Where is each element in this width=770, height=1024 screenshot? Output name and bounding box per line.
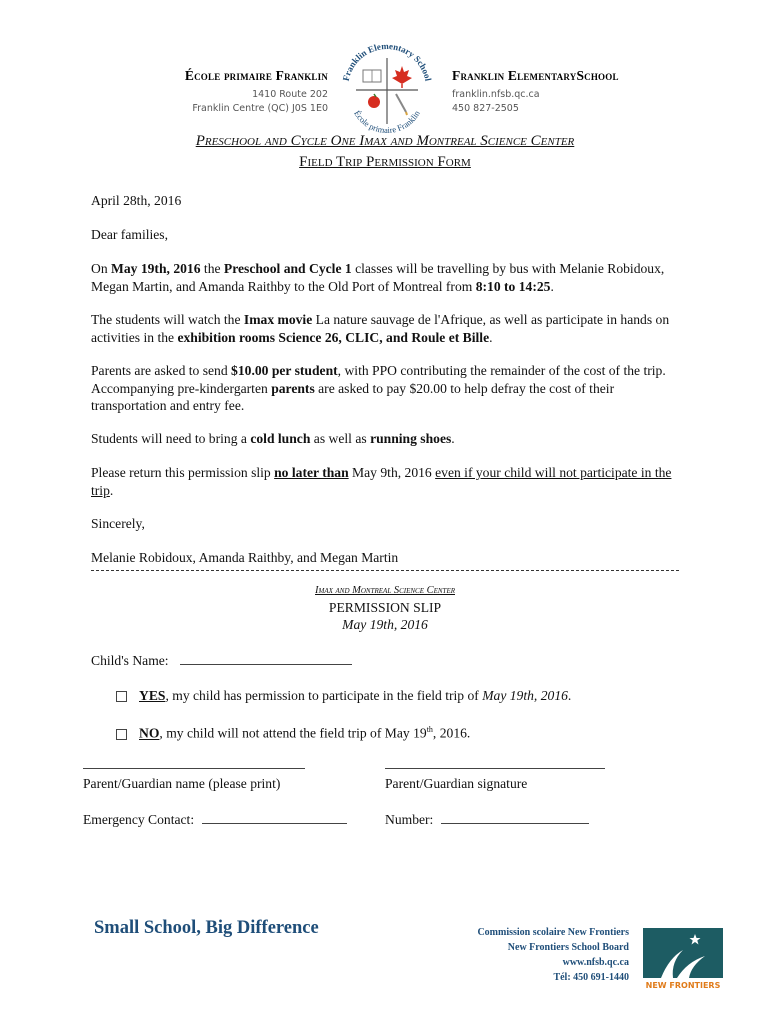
board-phone: Tél: 450 691-1440 [553, 972, 629, 983]
letter-date: April 28th, 2016 [91, 193, 182, 208]
school-header-right [452, 68, 752, 116]
deadline-emphasis: no later than [274, 465, 349, 480]
logo-top-text: Franklin Elementary School [340, 40, 434, 82]
trip-time: 8:10 to 14:25 [475, 278, 551, 294]
cold-lunch: cold lunch [250, 431, 311, 446]
paragraph-cost: Parents are asked to send $10.00 per student, with PPO contributing the remainder of the cost of the trip. Accompanying pre-kindergarten parents are asked to pay $20.00 to help defray the cost of their transportation and entry fee. [91, 363, 666, 413]
letter-greeting: Dear families, [91, 227, 168, 242]
child-name-input-line[interactable] [180, 652, 352, 665]
guardian-signature-line[interactable] [385, 768, 605, 769]
exhibition-rooms: exhibition rooms Science 26, CLIC, and Roule et Bille [177, 329, 490, 345]
letter-closing: Sincerely, [91, 516, 145, 531]
school-name-fr: École primaire Franklin [184, 68, 328, 83]
school-address-line2: Franklin Centre (QC) J0S 1E0 [192, 103, 328, 114]
yes-label: YES [139, 688, 166, 703]
participation-note: even if your child will not participate in the trip [91, 465, 672, 498]
yes-trip-date: May 19th, 2016 [482, 688, 568, 703]
cost-per-student: $10.00 per student [231, 363, 338, 378]
number-field [385, 811, 589, 828]
paragraph-supplies: Students will need to bring a cold lunch as well as running shoes. [91, 431, 455, 446]
imax-movie: Imax movie [243, 312, 313, 327]
form-title-line2: Field Trip Permission Form [299, 154, 471, 170]
emergency-contact-input-line[interactable] [202, 811, 347, 824]
slip-date: May 19th, 2016 [342, 617, 428, 632]
form-title-line1: Preschool and Cycle One Imax and Montreal Science Center [195, 133, 575, 149]
emergency-contact-field [83, 811, 347, 828]
school-logo [336, 36, 438, 138]
yes-option: YES, my child has permission to participate in the field trip of May 19th, 2016. [116, 688, 571, 704]
child-name-field [91, 652, 352, 669]
slip-heading: Imax and Montreal Science Center [315, 585, 455, 596]
school-slogan: Small School, Big Difference [94, 918, 319, 938]
guardian-name-line[interactable] [83, 768, 305, 769]
guardian-name-label: Parent/Guardian name (please print) [83, 776, 281, 791]
emergency-contact-label: Emergency Contact: [83, 812, 195, 827]
parents-emphasis: parents [271, 380, 315, 396]
child-name-label: Child's Name: [91, 653, 169, 668]
number-label: Number: [385, 812, 434, 827]
trip-date: May 19th, 2016 [111, 261, 201, 276]
school-address-line1: 1410 Route 202 [252, 89, 328, 100]
yes-checkbox[interactable] [116, 691, 127, 702]
school-header-left [60, 68, 328, 116]
paragraph-activities: The students will watch the Imax movie La nature sauvage de l'Afrique, as well as participate in hands on activities in the exhibition rooms Science 26, CLIC, and Roule et Bille. [91, 312, 670, 345]
board-name-fr: Commission scolaire New Frontiers [477, 927, 629, 938]
cut-line-divider [91, 570, 679, 571]
no-option: NO, my child will not attend the field trip of May 19th, 2016. [116, 725, 470, 742]
trip-classes: Preschool and Cycle 1 [223, 261, 352, 276]
board-contact-block [400, 925, 629, 985]
school-phone: 450 827-2505 [452, 103, 519, 114]
paragraph-return: Please return this permission slip no later than May 9th, 2016 even if your child will not participate in the trip. [91, 465, 672, 498]
no-checkbox[interactable] [116, 729, 127, 740]
board-website[interactable]: www.nfsb.qc.ca [562, 957, 629, 968]
slip-title: PERMISSION SLIP [328, 600, 442, 615]
number-input-line[interactable] [441, 811, 589, 824]
guardian-signature-label: Parent/Guardian signature [385, 776, 528, 791]
school-website[interactable]: franklin.nfsb.qc.ca [452, 89, 540, 100]
running-shoes: running shoes [370, 431, 452, 446]
letter-signatories: Melanie Robidoux, Amanda Raithby, and Megan Martin [91, 550, 399, 565]
new-frontiers-logo-text: NEW FRONTIERS [645, 981, 721, 990]
new-frontiers-logo [643, 928, 725, 992]
no-label: NO [139, 725, 160, 741]
paragraph-trip-details: On May 19th, 2016 the Preschool and Cycle 1 classes will be travelling by bus with Melanie Robidoux, Megan Martin, and Amanda Raithby to the Old Port of Montreal from 8:10 to 14:25. [91, 261, 665, 294]
logo-bottom-text: École primaire Franklin [352, 108, 422, 136]
school-name-en: Franklin ElementarySchool [452, 68, 619, 83]
board-name-en: New Frontiers School Board [507, 942, 629, 953]
